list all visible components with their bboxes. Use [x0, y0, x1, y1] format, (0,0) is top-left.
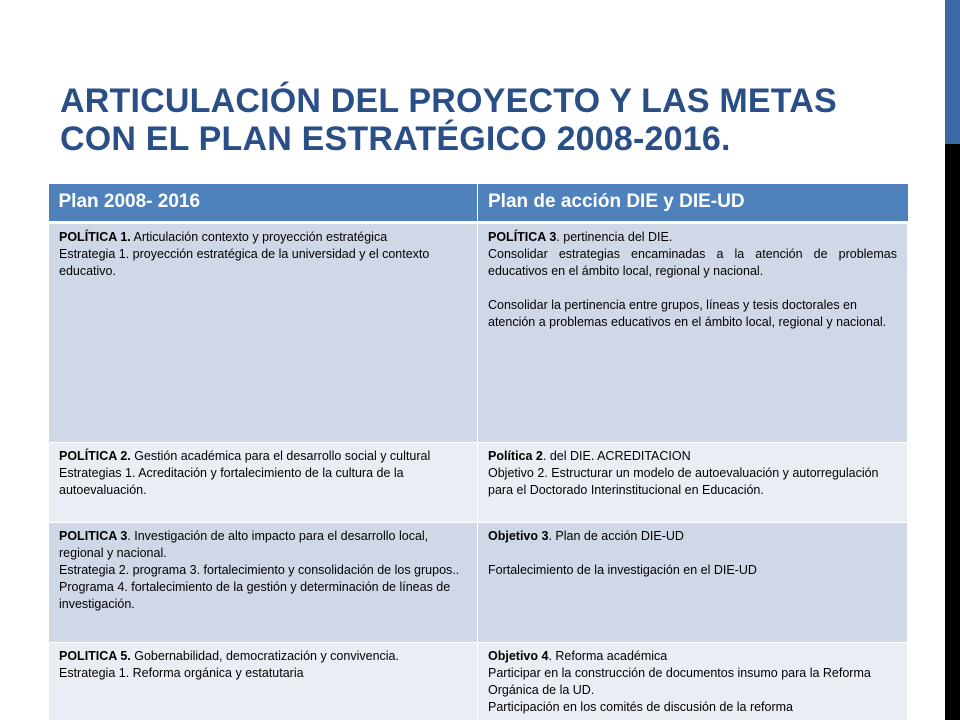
plan-table [48, 184, 908, 720]
cell-heading-rest: . Investigación de alto impacto para el desarrollo local, regional y nacional. [59, 528, 429, 560]
cell-heading-bold: POLÍTICA 3 [488, 229, 557, 244]
header-plan-de-accion: Plan de acción DIE y DIE-UD [478, 184, 908, 222]
table-row [49, 522, 908, 642]
table-row [49, 222, 908, 442]
table-header-row [49, 184, 908, 222]
cell-text: Fortalecimiento de la investigación en el DIE-UD [488, 562, 757, 577]
cell-paragraph-1: Consolidar estrategias encaminadas a la atención de problemas educativos en el ámbito local, regional y nacional. [488, 246, 897, 278]
accent-bar-blue [945, 0, 960, 144]
cell-line-1: Participar en la construcción de documentos insumo para la Reforma Orgánica de la UD. [488, 665, 871, 697]
table-cell [478, 642, 908, 720]
table-row [49, 642, 908, 720]
cell-text: Estrategia 1. proyección estratégica de la universidad y el contexto educativo. [59, 246, 430, 278]
title-line-2: CON EL PLAN ESTRATÉGICO 2008-2016. [60, 120, 731, 158]
cell-heading-bold: POLITICA 5. [59, 648, 131, 663]
cell-heading-rest: . pertinencia del DIE. [556, 229, 673, 244]
cell-heading-rest: . Plan de acción DIE-UD [548, 528, 684, 543]
cell-heading-rest: . del DIE. ACREDITACION [542, 448, 691, 463]
paragraph-gap [488, 545, 897, 562]
cell-heading-bold: POLÍTICA 2. [59, 448, 131, 463]
paragraph-gap [488, 280, 897, 297]
title-line-1: ARTICULACIÓN DEL PROYECTO Y LAS METAS [60, 82, 837, 120]
cell-heading-rest: Gestión académica para el desarrollo social y cultural [130, 448, 431, 463]
slide-title [60, 82, 920, 158]
cell-heading-bold: Política 2 [488, 448, 543, 463]
cell-text: Estrategia 1. Reforma orgánica y estatutaria [59, 665, 304, 680]
table-cell [478, 222, 908, 442]
table-cell [49, 222, 478, 442]
header-plan-2008-2016: Plan 2008- 2016 [49, 184, 478, 222]
cell-heading-rest: . Reforma académica [548, 648, 668, 663]
cell-heading-bold: Objetivo 3 [488, 528, 549, 543]
cell-text: Objetivo 2. Estructurar un modelo de autoevaluación y autorregulación para el Doctorado Interinstitucional en Educación. [488, 465, 879, 497]
cell-heading-rest: Gobernabilidad, democratización y convivencia. [130, 648, 399, 663]
table-cell [49, 442, 478, 522]
cell-text: Estrategias 1. Acreditación y fortalecimiento de la cultura de la autoevaluación. [59, 465, 404, 497]
cell-line-2: Participación en los comités de discusión de la reforma [488, 699, 794, 714]
cell-paragraph-2: Consolidar la pertinencia entre grupos, líneas y tesis doctorales en atención a problemas educativos en el ámbito local, regional y nacional. [488, 297, 887, 329]
table-cell [49, 642, 478, 720]
table-cell [478, 442, 908, 522]
cell-heading-bold: POLITICA 3 [59, 528, 128, 543]
table-cell [478, 522, 908, 642]
table-row [49, 442, 908, 522]
table-cell [49, 522, 478, 642]
accent-bar-black [945, 144, 960, 720]
cell-heading-bold: POLÍTICA 1. [59, 229, 131, 244]
cell-heading-rest: Articulación contexto y proyección estratégica [130, 229, 388, 244]
cell-heading-bold: Objetivo 4 [488, 648, 549, 663]
cell-text: Estrategia 2. programa 3. fortalecimiento y consolidación de los grupos.. Programa 4. fortalecimiento de la gestión y determinación de líneas de investigación. [59, 562, 460, 611]
